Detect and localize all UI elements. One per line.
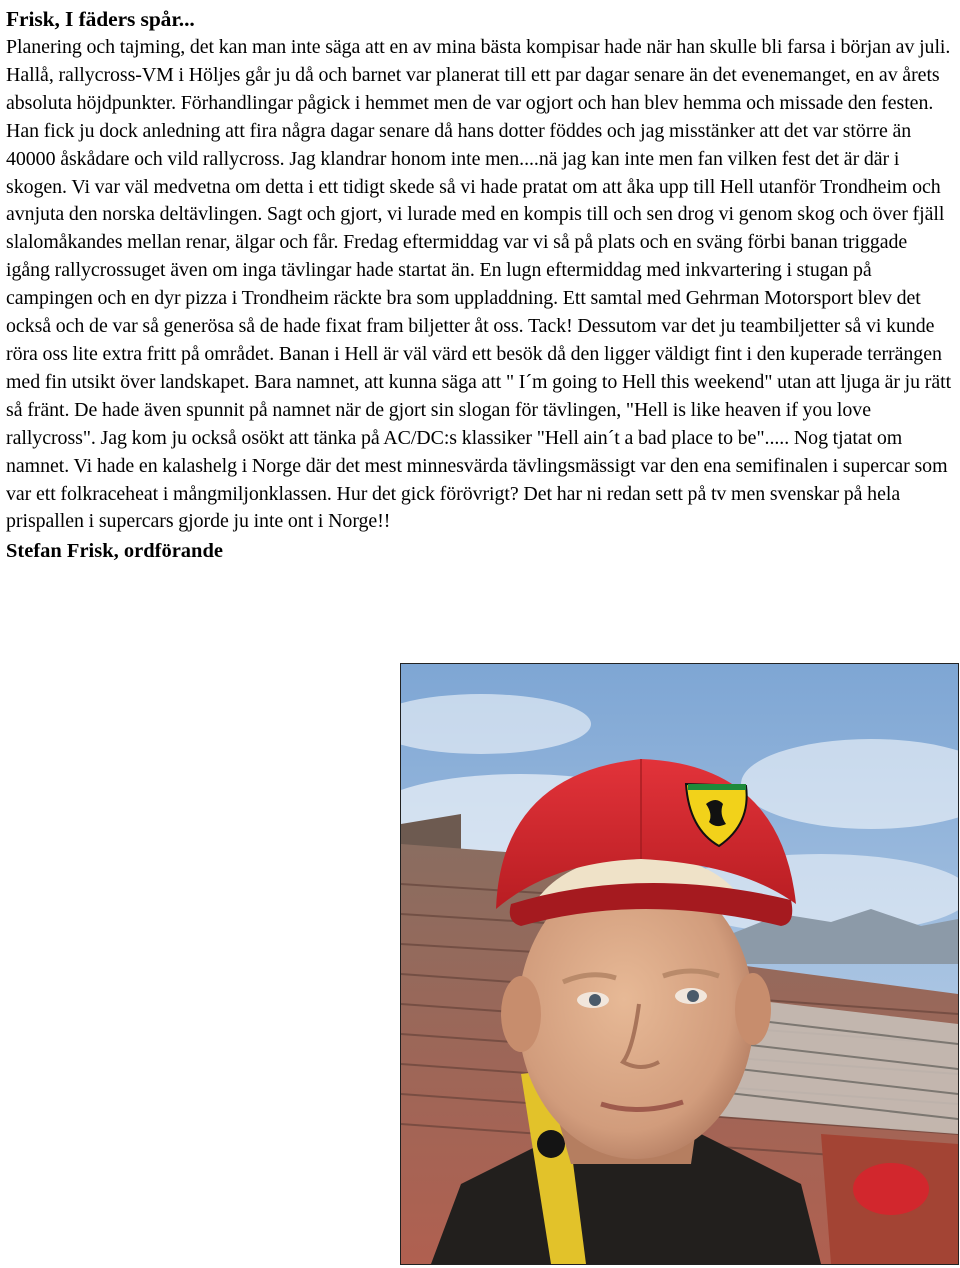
portrait-illustration: [401, 664, 958, 1264]
left-ear: [501, 976, 541, 1052]
article-signature: Stefan Frisk, ordförande: [6, 540, 223, 563]
portrait-photo: [400, 663, 959, 1265]
lanyard-badge: [537, 1130, 565, 1158]
right-pupil: [687, 990, 699, 1002]
left-pupil: [589, 994, 601, 1006]
shield-stripe: [688, 784, 746, 790]
background-red-cap: [853, 1163, 929, 1215]
right-ear: [735, 973, 771, 1045]
article-title: Frisk, I fäders spår...: [6, 7, 195, 31]
article-body: Planering och tajming, det kan man inte säga att en av mina bästa kompisar hade när han skulle bli farsa i början av juli. Hallå, rallycross-VM i Höljes går ju då och barnet var planerat till ett par dagar senare än det evenemanget, en av årets absoluta höjdpunkter. Förhandlingar pågick i hemmet men de var ogjort och han blev hemma och missade den festen. Han fick ju dock anledning att fira några dagar senare då hans dotter föddes och jag misstänker att det var större än 40000 åskådare och vild rallycross. Jag klandrar honom inte men....nä jag kan inte men fan vilken fest det är där i skogen. Vi var väl medvetna om detta i ett tidigt skede så vi hade pratat om att åka upp till Hell utanför Trondheim och avnjuta den norska deltävlingen. Sagt och gjort, vi lurade med en kompis till och sen drog vi genom skog och över fjäll slalomåkandes mellan renar, älgar och får. Fredag eftermiddag var vi så på plats och en sväng förbi banan triggade igång rallycrossuget även om inga tävlingar hade startat än. En lugn eftermiddag med inkvartering i stugan på campingen och en dyr pizza i Trondheim räckte bra som uppladdning. Ett samtal med Gehrman Motorsport blev det också och de var så generösa så de hade fixat fram biljetter åt oss. Tack! Dessutom var det ju teambiljetter så vi kunde röra oss lite extra fritt på området. Banan i Hell är väl värd ett besök då den ligger väldigt fint i den kuperade terrängen med fin utsikt över landskapet. Bara namnet, att kunna säga att " I´m going to Hell this weekend" utan att ljuga är ju rätt så fränt. De hade även spunnit på namnet när de gjort sin slogan för tävlingen, "Hell is like heaven if you love rallycross". Jag kom ju också osökt att tänka på AC/DC:s klassiker "Hell ain´t a bad place to be"..... Nog tjatat om namnet. Vi hade en kalashelg i Norge där det mest minnesvärda tävlingsmässigt var den ena semifinalen i supercar som var ett folkraceheat i mångmiljonklassen. Hur det gick förövrigt? Det har ni redan sett på tv men svenskar på hela prispallen i supercars gjorde ju inte ont i Norge!!: [6, 36, 952, 533]
